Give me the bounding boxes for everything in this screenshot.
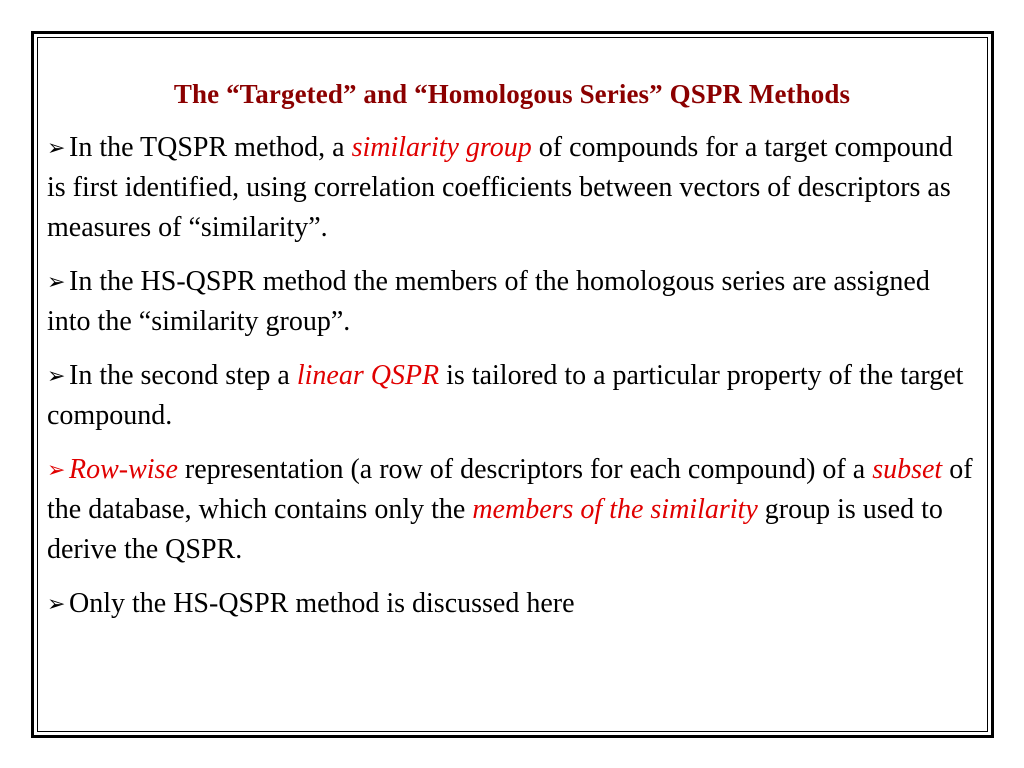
bullet-tqspr bbox=[47, 128, 977, 248]
bullet-text: of compounds for a target compound is first identified, using correlation coefficients between vectors of descriptors as measures of “similarity”. bbox=[47, 132, 953, 244]
bullet-text: representation (a row of descriptors for each compound) of a bbox=[177, 454, 873, 486]
bullet-row-wise bbox=[47, 450, 977, 570]
emphasis-members-of-similarity: members of the similarity bbox=[472, 494, 758, 526]
emphasis-row-wise: Row-wise bbox=[69, 454, 178, 486]
emphasis-similarity-group: similarity group bbox=[351, 132, 532, 164]
emphasis-subset: subset bbox=[872, 454, 943, 486]
bullet-text: In the HS-QSPR method the members of the homologous series are assigned into the “similarity group”. bbox=[47, 266, 930, 338]
bullet-text: Only the HS-QSPR method is discussed here bbox=[69, 588, 575, 620]
bullet-list bbox=[47, 128, 977, 624]
bullet-text: group is used to derive the QSPR. bbox=[47, 494, 943, 566]
slide-title: The “Targeted” and “Homologous Series” QSPR Methods bbox=[173, 79, 851, 109]
bullet-text: In the TQSPR method, a bbox=[69, 132, 352, 164]
arrow-bullet-icon: ➢ bbox=[47, 135, 66, 161]
bullet-only-hs-qspr bbox=[47, 584, 977, 624]
arrow-bullet-icon: ➢ bbox=[47, 269, 66, 295]
bullet-text: is tailored to a particular property of the target compound. bbox=[47, 360, 964, 432]
slide-content bbox=[47, 78, 977, 638]
emphasis-linear-qspr: linear QSPR bbox=[296, 360, 440, 392]
arrow-bullet-icon: ➢ bbox=[47, 457, 66, 483]
arrow-bullet-icon: ➢ bbox=[47, 591, 66, 617]
bullet-text: In the second step a bbox=[69, 360, 297, 392]
bullet-text: of the database, which contains only the bbox=[47, 454, 973, 526]
bullet-second-step bbox=[47, 356, 977, 436]
bullet-hs-qspr bbox=[47, 262, 977, 342]
arrow-bullet-icon: ➢ bbox=[47, 363, 66, 389]
